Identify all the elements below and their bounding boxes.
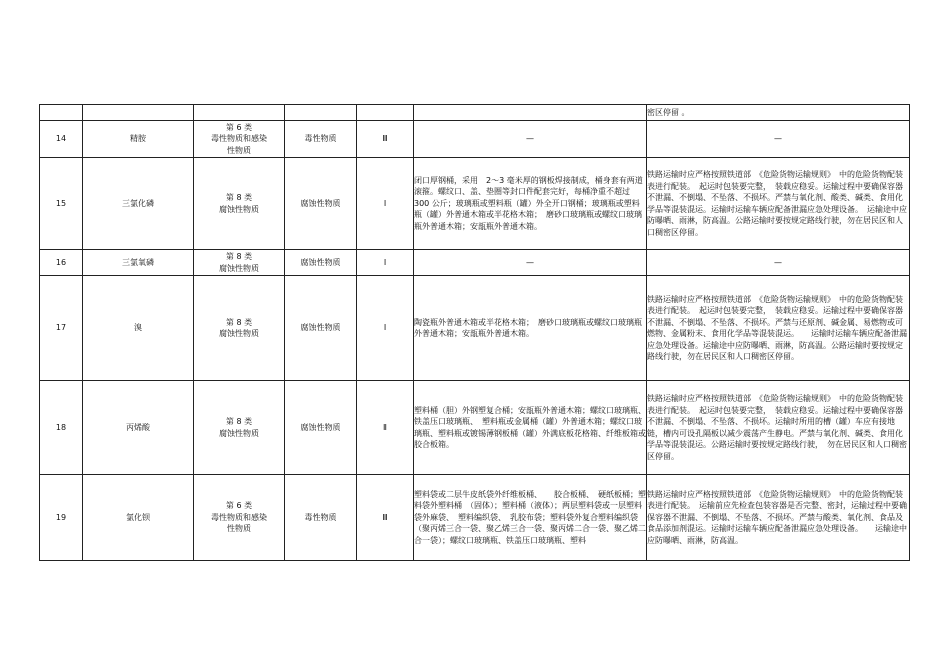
hazard-property-cell: 腐蚀性物质 [285, 381, 357, 475]
substance-name-cell: 溴 [83, 276, 194, 381]
packing-group-cell: Ⅲ [357, 121, 414, 158]
hazard-class-line: 性物质 [227, 145, 251, 155]
table-body [40, 105, 910, 561]
table-row [40, 475, 910, 561]
table-row [40, 381, 910, 475]
substance-name-cell: 氯化钡 [83, 475, 194, 561]
packing-group-cell: Ⅰ [357, 276, 414, 381]
hazard-class-cell [194, 158, 285, 250]
hazard-property-cell: 腐蚀性物质 [285, 276, 357, 381]
packaging-method-cell: 塑料袋或二层牛皮纸袋外纤维板桶、 胶合板桶、 硬纸板桶；塑料袋外塑料桶 （固体）；塑料桶（液体）；两层塑料袋或一层塑料袋外麻袋、 塑料编织袋、 乳胶布袋；塑料袋外复合塑料编织袋 （聚丙烯三合一袋、聚乙烯三合一袋、聚丙烯二合一袋、聚乙烯二合一袋）；螺纹口玻璃瓶、铁盖压口玻璃瓶、塑料 [414, 475, 647, 561]
packing-group-cell: Ⅰ [357, 250, 414, 276]
transport-note-cell: 铁路运输时应严格按照铁道部 《危险货物运输规则》 中的危险货物配装表进行配装。 起运时包装要完整， 装载应稳妥。运输过程中要确保容器不泄漏、不倒塌、不坠落、不损坏。严禁与还原剂、碱金属、易燃物或可燃物、金属粉末、食用化学品等混装混运。 运输时运输车辆应配备泄漏应急处理设备。运输途中应防曝晒、雨淋，防高温。公路运输时要按规定路线行驶，勿在居民区和人口稠密区停留。 [647, 276, 910, 381]
transport-note-cell: — [647, 250, 910, 276]
hazard-property-cell: 毒性物质 [285, 475, 357, 561]
row-number-cell: 17 [40, 276, 83, 381]
transport-note-cell: — [647, 121, 910, 158]
packaging-method-cell: 闭口厚钢桶，采用 2～3 毫米厚的钢板焊接制成，桶身套有两道滚箍。螺纹口、盖、垫圈等封口件配套完好，每桶净重不超过 300 公斤；玻璃瓶或塑料瓶（罐）外全开口钢桶；玻璃瓶或塑料瓶（罐）外普通木箱或半花格木箱； 磨砂口玻璃瓶或螺纹口玻璃瓶外普通木箱；安瓿瓶外普通木箱。 [414, 158, 647, 250]
hazard-class-line: 第 8 类 [225, 252, 253, 261]
hazard-class-line: 腐蚀性物质 [219, 428, 259, 438]
hazmat-table [39, 104, 910, 561]
row-number-cell: 14 [40, 121, 83, 158]
hazard-property-cell: 腐蚀性物质 [285, 158, 357, 250]
hazard-class-cell [194, 250, 285, 276]
table-row [40, 105, 910, 121]
row-number-cell: 16 [40, 250, 83, 276]
hazard-class-line: 毒性物质和感染 [211, 134, 267, 144]
substance-name-cell: 三氯氧磷 [83, 250, 194, 276]
packaging-method-cell: 陶瓷瓶外普通木箱或半花格木箱； 磨砂口玻璃瓶或螺纹口玻璃瓶外普通木箱；安瓿瓶外普通木箱。 [414, 276, 647, 381]
packaging-method-cell: 塑料桶（胆）外钢塑复合桶；安瓿瓶外普通木箱；螺纹口玻璃瓶、铁盖压口玻璃瓶、 塑料瓶或金属桶（罐）外普通木箱；螺纹口玻璃瓶、塑料瓶或镀锡薄钢板桶（罐）外满底板花格箱、纤维板箱或胶合板箱。 [414, 381, 647, 475]
table-row [40, 121, 910, 158]
hazard-property-cell: 腐蚀性物质 [285, 250, 357, 276]
hazard-class-line: 第 8 类 [225, 417, 253, 426]
packing-group-cell [357, 105, 414, 121]
row-number-cell: 18 [40, 381, 83, 475]
table-row [40, 276, 910, 381]
hazard-class-line: 腐蚀性物质 [219, 204, 259, 214]
transport-note-cell: 铁路运输时应严格按照铁道部 《危险货物运输规则》 中的危险货物配装表进行配装。 起运时包装要完整， 装载应稳妥。运输过程中要确保容器不泄漏、不倒塌、不坠落、不损坏。运输时所用的槽（罐）车应有接地链，槽内可设孔隔板以减少震荡产生静电。严禁与氧化剂、碱类、食用化学品等混装混运。公路运输时要按规定路线行驶， 勿在居民区和人口稠密区停留。 [647, 381, 910, 475]
substance-name-cell: 精胺 [83, 121, 194, 158]
substance-name-cell [83, 105, 194, 121]
hazard-class-line: 腐蚀性物质 [219, 329, 259, 338]
row-number-cell [40, 105, 83, 121]
hazard-class-cell [194, 121, 285, 158]
hazard-class-cell [194, 105, 285, 121]
packing-group-cell: Ⅲ [357, 475, 414, 561]
hazard-class-line: 腐蚀性物质 [219, 263, 259, 273]
packing-group-cell: Ⅰ [357, 158, 414, 250]
hazard-class-line: 性物质 [227, 524, 251, 534]
hazard-class-line: 第 6 类 [225, 122, 253, 132]
hazard-class-cell [194, 381, 285, 475]
hazard-class-line: 第 8 类 [225, 317, 253, 327]
substance-name-cell: 丙烯酸 [83, 381, 194, 475]
packaging-method-cell [414, 105, 647, 121]
row-number-cell: 15 [40, 158, 83, 250]
packaging-method-cell: — [414, 121, 647, 158]
packaging-method-cell: — [414, 250, 647, 276]
table-row [40, 158, 910, 250]
hazard-class-line: 毒性物质和感染 [211, 512, 267, 522]
substance-name-cell: 三氯化磷 [83, 158, 194, 250]
hazard-class-line: 第 6 类 [225, 501, 253, 511]
hazard-property-cell: 毒性物质 [285, 121, 357, 158]
hazard-class-cell [194, 276, 285, 381]
hazard-class-cell [194, 475, 285, 561]
transport-note-cell: 铁路运输时应严格按照铁道部 《危险货物运输规则》 中的危险货物配装表进行配装。 运输前应先检查包装容器是否完整、密封，运输过程中要确保容器不泄漏、不倒塌、不坠落、不损坏。严禁与酸类、氧化剂、食品及食品添加剂混运。运输时运输车辆应配备泄漏应急处理设备。 运输途中应防曝晒、雨淋，防高温。 [647, 475, 910, 561]
packing-group-cell: Ⅱ [357, 381, 414, 475]
transport-note-cell: 铁路运输时应严格按照铁道部 《危险货物运输规则》 中的危险货物配装表进行配装。 起运时包装要完整， 装载应稳妥。运输过程中要确保容器不泄漏、不倒塌、不坠落、不损坏。严禁与氧化剂、酸类、碱类、食用化学品等混装混运。运输时运输车辆应配备泄漏应急处理设备。 运输途中应防曝晒、雨淋，防高温。公路运输时要按规定路线行驶，勿在居民区和人口稠密区停留。 [647, 158, 910, 250]
hazard-property-cell [285, 105, 357, 121]
hazard-class-line: 第 8 类 [225, 193, 253, 202]
row-number-cell: 19 [40, 475, 83, 561]
transport-note-cell: 密区停留 。 [647, 105, 910, 121]
table-row [40, 250, 910, 276]
